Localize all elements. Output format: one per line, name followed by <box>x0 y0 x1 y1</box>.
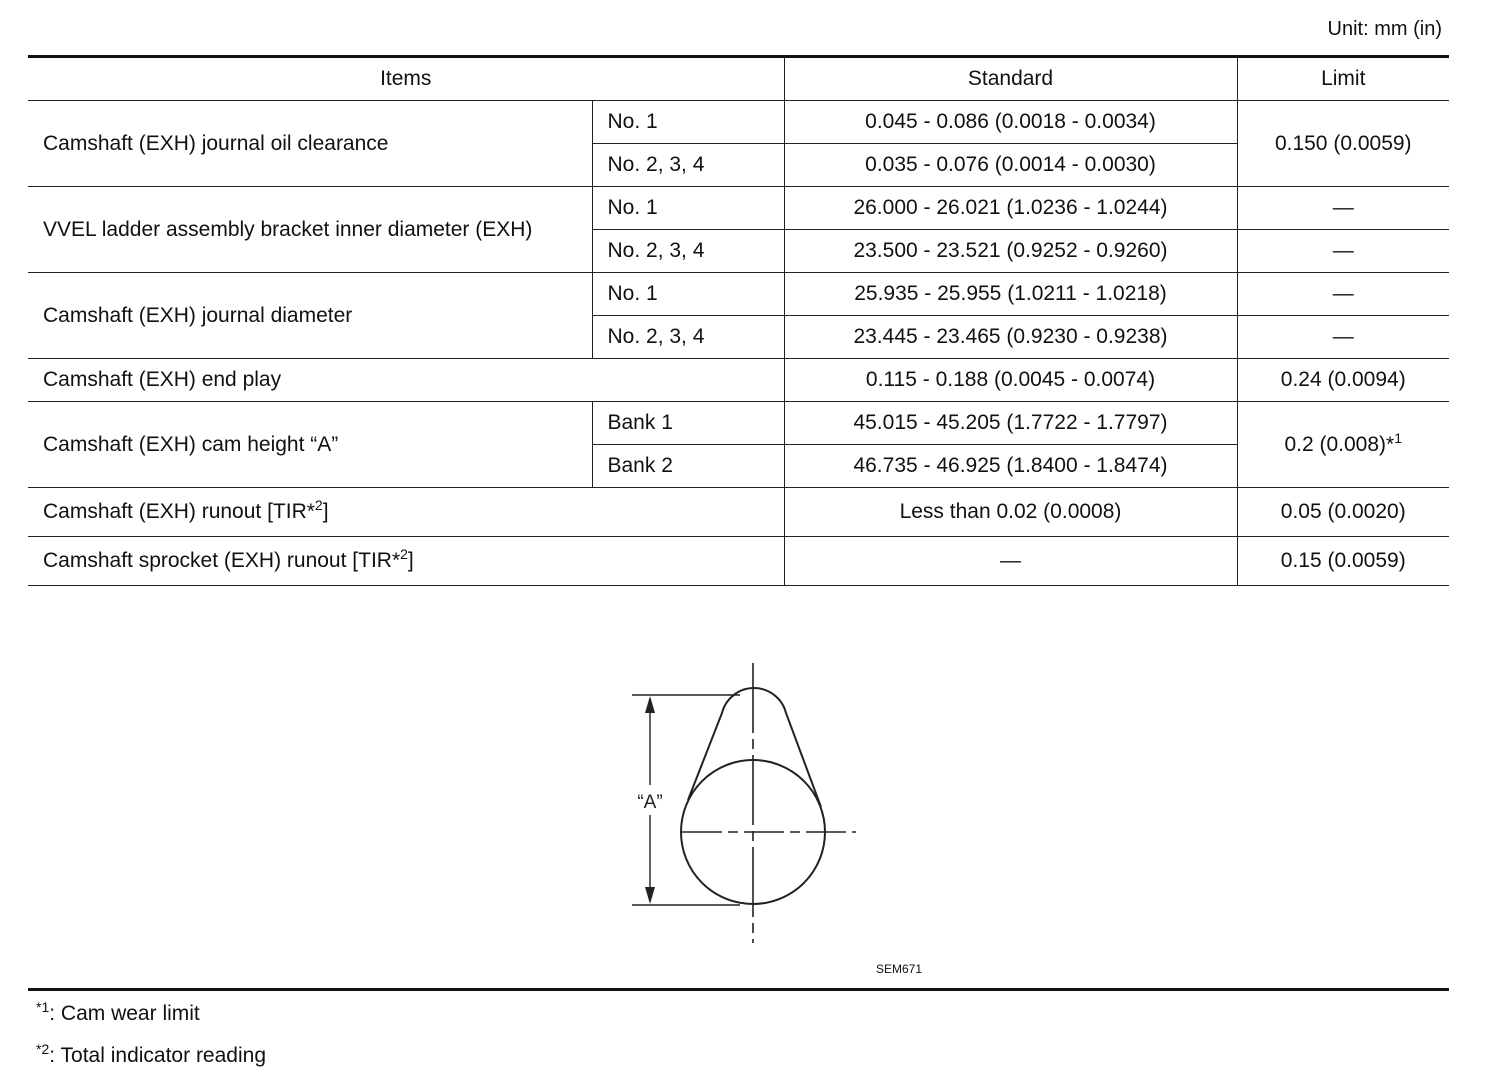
limit-value: — <box>1237 273 1449 316</box>
item-sprocket-runout <box>28 537 784 586</box>
sub-label: Bank 2 <box>592 445 784 488</box>
sub-label: No. 1 <box>592 187 784 230</box>
item-close: ] <box>322 500 329 523</box>
footnote-ref: 2 <box>400 546 408 562</box>
item-vvel-bracket: VVEL ladder assembly bracket inner diameter (EXH) <box>28 187 592 273</box>
sub-label: No. 1 <box>592 101 784 144</box>
limit-value: 0.15 (0.0059) <box>1237 537 1449 586</box>
header-row <box>28 57 1449 101</box>
table-row <box>28 402 1449 445</box>
footnote-ref: 1 <box>1394 429 1403 446</box>
item-text: Camshaft sprocket (EXH) runout [TIR* <box>43 549 401 572</box>
footnote-divider <box>28 988 1449 991</box>
item-journal-diameter: Camshaft (EXH) journal diameter <box>28 273 592 359</box>
table-row <box>28 101 1449 144</box>
standard-value: 23.445 - 23.465 (0.9230 - 0.9238) <box>784 316 1237 359</box>
cam-lobe-profile <box>688 688 821 807</box>
table-row <box>28 537 1449 586</box>
limit-text: 0.2 (0.008)* <box>1284 432 1395 456</box>
dimension-label: “A” <box>637 792 663 813</box>
limit-value: — <box>1237 316 1449 359</box>
header-standard: Standard <box>784 57 1237 101</box>
limit-value: 0.150 (0.0059) <box>1237 101 1449 187</box>
unit-label: Unit: mm (in) <box>1327 18 1442 40</box>
standard-value: 46.735 - 46.925 (1.8400 - 1.8474) <box>784 445 1237 488</box>
header-items: Items <box>28 57 784 101</box>
header-limit: Limit <box>1237 57 1449 101</box>
sub-label: Bank 1 <box>592 402 784 445</box>
figure-caption: SEM671 <box>876 962 923 976</box>
item-cam-height: Camshaft (EXH) cam height “A” <box>28 402 592 488</box>
footnote-mark <box>36 999 49 1015</box>
footnote-star: * <box>36 999 42 1015</box>
item-journal-oil-clearance: Camshaft (EXH) journal oil clearance <box>28 101 592 187</box>
limit-value: 0.24 (0.0094) <box>1237 359 1449 402</box>
standard-value: 45.015 - 45.205 (1.7722 - 1.7797) <box>784 402 1237 445</box>
arrow-up-icon <box>645 696 655 713</box>
limit-value: — <box>1237 187 1449 230</box>
footnote-number: 2 <box>41 1041 50 1057</box>
item-end-play: Camshaft (EXH) end play <box>28 359 784 402</box>
standard-value: Less than 0.02 (0.0008) <box>784 488 1237 537</box>
table-row <box>28 488 1449 537</box>
item-text: Camshaft (EXH) runout [TIR* <box>43 500 315 523</box>
footnote-1 <box>36 999 200 1026</box>
limit-value: — <box>1237 230 1449 273</box>
sub-label: No. 2, 3, 4 <box>592 316 784 359</box>
standard-value: — <box>784 537 1237 586</box>
limit-value: 0.05 (0.0020) <box>1237 488 1449 537</box>
item-close: ] <box>407 549 414 572</box>
camshaft-spec-table <box>28 55 1449 586</box>
footnote-number: 1 <box>41 999 50 1015</box>
footnote-mark <box>36 1041 49 1057</box>
sub-label: No. 1 <box>592 273 784 316</box>
footnote-text: : Total indicator reading <box>49 1044 266 1067</box>
cam-height-diagram <box>600 655 870 950</box>
standard-value: 26.000 - 26.021 (1.0236 - 1.0244) <box>784 187 1237 230</box>
table-row <box>28 359 1449 402</box>
standard-value: 23.500 - 23.521 (0.9252 - 0.9260) <box>784 230 1237 273</box>
standard-value: 0.035 - 0.076 (0.0014 - 0.0030) <box>784 144 1237 187</box>
sub-label: No. 2, 3, 4 <box>592 144 784 187</box>
footnote-text: : Cam wear limit <box>49 1002 200 1025</box>
footnote-ref: 2 <box>314 497 323 513</box>
item-camshaft-runout <box>28 488 784 537</box>
limit-value <box>1237 402 1449 488</box>
footnote-2 <box>36 1041 266 1068</box>
footnote-star: * <box>36 1041 42 1057</box>
arrow-down-icon <box>645 887 655 904</box>
table-row <box>28 273 1449 316</box>
standard-value: 25.935 - 25.955 (1.0211 - 1.0218) <box>784 273 1237 316</box>
standard-value: 0.045 - 0.086 (0.0018 - 0.0034) <box>784 101 1237 144</box>
standard-value: 0.115 - 0.188 (0.0045 - 0.0074) <box>784 359 1237 402</box>
table-row <box>28 187 1449 230</box>
sub-label: No. 2, 3, 4 <box>592 230 784 273</box>
